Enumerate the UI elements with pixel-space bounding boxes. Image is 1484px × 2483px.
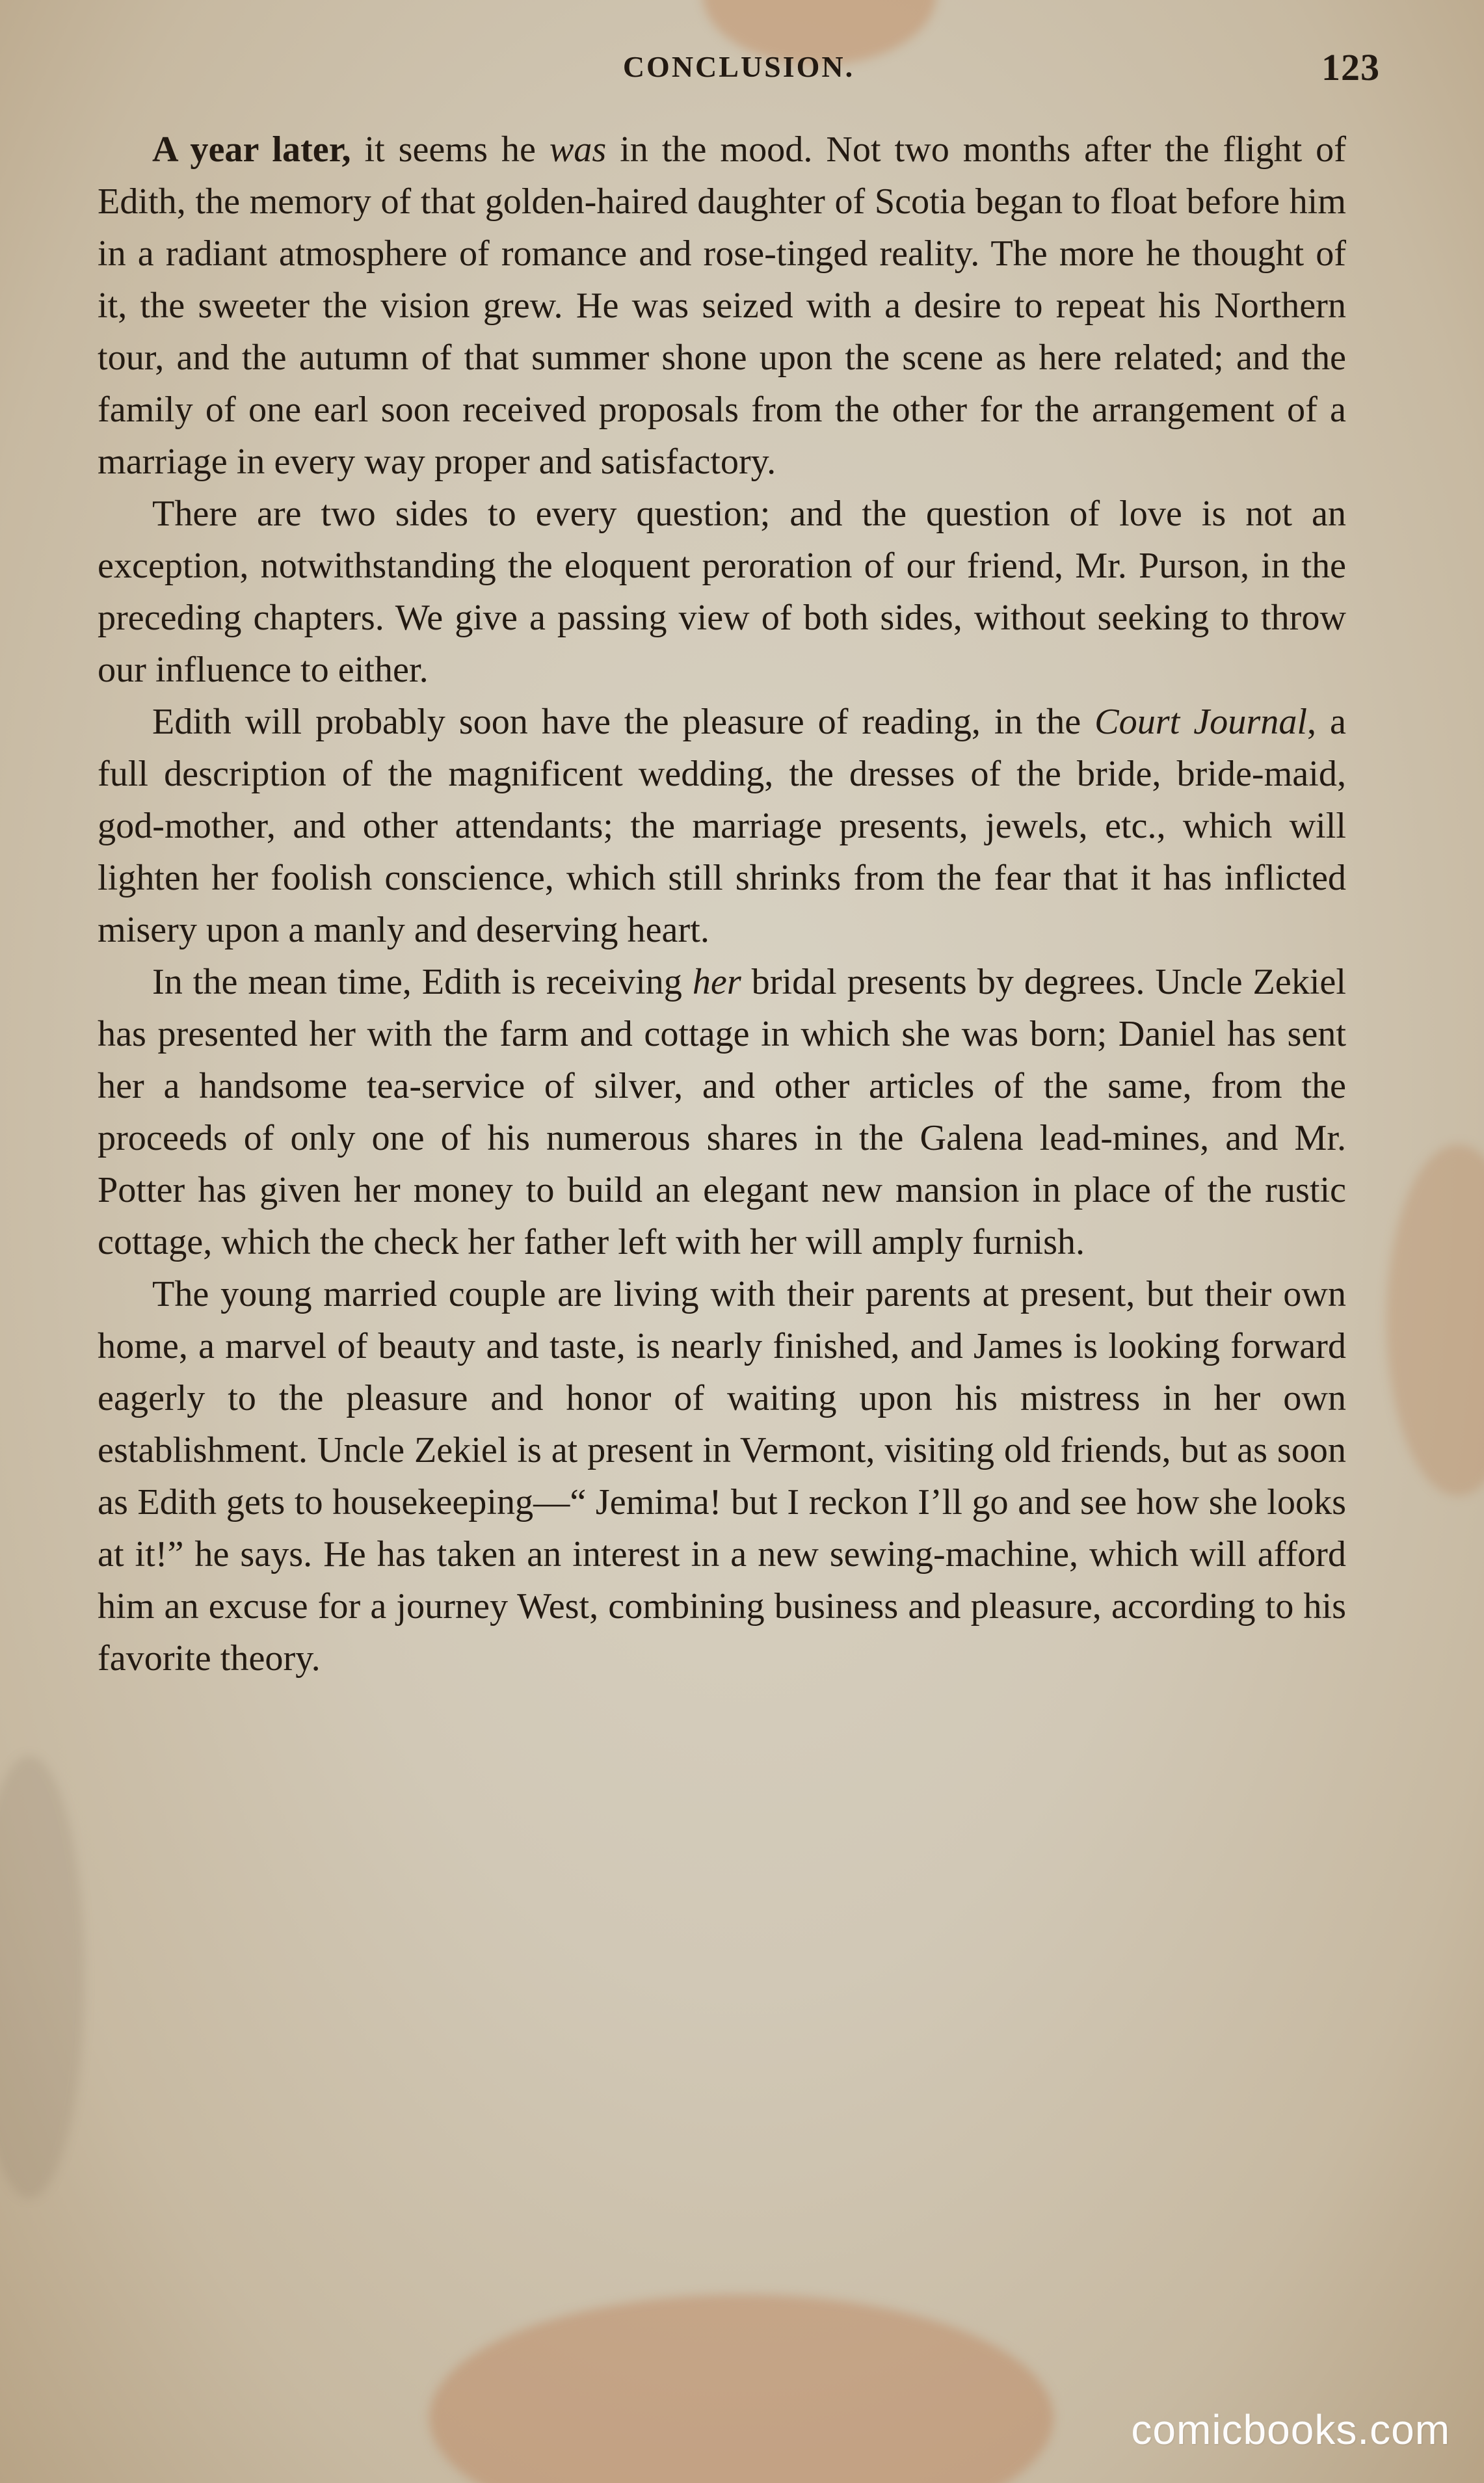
paragraph-1 bbox=[98, 124, 1346, 488]
paragraph-3 bbox=[98, 696, 1346, 956]
paragraph-2: There are two sides to every question; and the question of love is not an exception, notwithstanding the eloquent peroration of our friend, Mr. Purson, in the preceding chapters. We give a passing view of both sides, without seeking to throw our influence to either. bbox=[98, 494, 1346, 690]
paragraph-4-text-b: bridal presents by degrees. Uncle Zekiel has presented her with the farm and cottage in which she was born; Daniel has sent her a handsome tea-service of silver, and other articles of the same, from the proceeds of only one of his numerous shares in the Galena lead-mines, and Mr. Potter has given her money to build an elegant new mansion in place of the rustic cottage, which the check her father left with her will amply furnish. bbox=[98, 962, 1346, 1262]
paper-stain-right bbox=[1386, 1145, 1484, 1496]
paragraph-3-emphasis: Court Journal bbox=[1094, 702, 1308, 742]
running-head bbox=[98, 34, 1380, 112]
paper-stain-bottom bbox=[429, 2294, 1053, 2483]
watermark: comicbooks.com bbox=[1131, 2406, 1450, 2453]
paragraph-4 bbox=[98, 956, 1346, 1268]
paragraph-1-text-a: it seems he bbox=[351, 129, 550, 170]
paragraph-1-lead: A year later, bbox=[152, 129, 351, 170]
paragraph-3-text-b: , a full description of the magnificent wedding, the dresses of the bride, bride-maid, god-mother, and other attendants; the marriage presents, jewels, etc., which will lighten her foolish conscience, which still shrinks from the fear that it has inflicted misery upon a manly and deserving heart. bbox=[98, 702, 1346, 950]
paper-stain-left bbox=[0, 1756, 85, 2198]
paragraph-4-emphasis: her bbox=[692, 962, 741, 1002]
paragraph-3-text-a: Edith will probably soon have the pleasure of reading, in the bbox=[152, 702, 1095, 742]
paragraph-1-text-b: in the mood. Not two months after the flight of Edith, the memory of that golden-haired daughter of Scotia began to float before him in a radiant atmosphere of romance and rose-tinged reality. The more he thought of it, the sweeter the vision grew. He was seized with a desire to repeat his Northern tour, and the autumn of that summer shone upon the scene as here related; and the family of one earl soon received proposals from the other for the arrangement of a marriage in every way proper and satisfactory. bbox=[98, 129, 1346, 482]
paragraph-4-text-a: In the mean time, Edith is receiving bbox=[152, 962, 693, 1002]
running-head-title: CONCLUSION. bbox=[622, 50, 855, 83]
page-text bbox=[98, 124, 1346, 1684]
paragraph-1-emphasis: was bbox=[549, 129, 607, 170]
page-number: 123 bbox=[1321, 46, 1380, 88]
paragraph-5: The young married couple are living with their parents at present, but their own home, a marvel of beauty and taste, is nearly finished, and James is looking forward eagerly to the pleasure and honor of waiting upon his mistress in her own establishment. Uncle Zekiel is at present in Vermont, visiting old friends, but as soon as Edith gets to housekeeping—“ Jemima! but I reckon I’ll go and see how she looks at it!” he says. He has taken an interest in a new sewing-machine, which will afford him an excuse for a journey West, combining business and pleasure, according to his favorite theory. bbox=[98, 1274, 1346, 1679]
